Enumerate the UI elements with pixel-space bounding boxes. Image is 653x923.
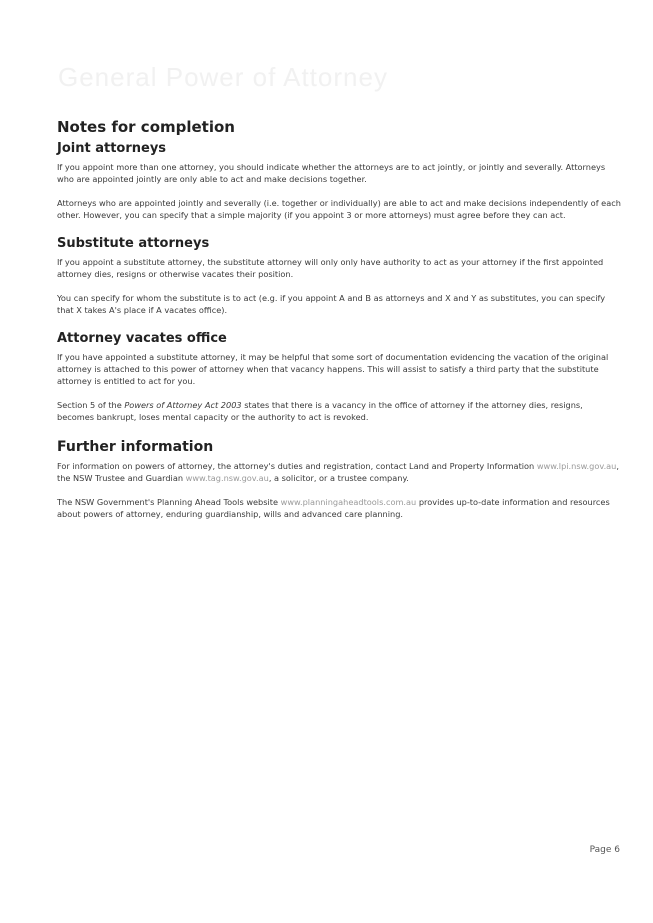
- section-5-text: Section 5 of the: [57, 400, 125, 410]
- trustee-guardian-text: , the NSW Trustee and Guardian: [57, 461, 619, 483]
- lpi-website-link[interactable]: www.lpi.nsw.gov.au: [536, 461, 617, 471]
- joint-attorneys-paragraph-1: If you appoint more than one attorney, you should indicate whether the attorneys are to act jointly, or jointly and severally. Attorneys who are appointed jointly are only able to act and make decisions together.: [57, 162, 606, 184]
- page-number: Page 6: [589, 845, 620, 855]
- section-joint-attorneys: [57, 141, 622, 221]
- further-information-paragraph-2: [57, 496, 622, 520]
- further-information-paragraph-1: [57, 460, 622, 484]
- substitute-attorneys-heading: Substitute attorneys: [57, 236, 210, 251]
- planning-ahead-text: The NSW Government's Planning Ahead Tools website: [57, 497, 281, 507]
- substitute-attorneys-paragraph-2: You can specify for whom the substitute is to act (e.g. if you appoint A and B as attorneys and X and Y as substitutes, you can specify that X takes A's place if A vacates office).: [57, 293, 606, 315]
- section-further-information: [57, 439, 622, 520]
- joint-attorneys-paragraph-2: Attorneys who are appointed jointly and severally (i.e. together or individually) are able to act and make decisions independently of each other. However, you can specify that a simple majority (if you appoint 3 or more attorneys) must agree before they can act.: [57, 198, 621, 220]
- planning-resources-text: provides up-to-date information and resources about powers of attorney, enduring guardianship, wills and advanced care planning.: [57, 497, 610, 519]
- act-title: Powers of Attorney Act 2003: [124, 400, 242, 410]
- notes-content: [57, 118, 622, 520]
- attorney-vacates-office-paragraph-1: If you have appointed a substitute attorney, it may be helpful that some sort of documentation evidencing the vacation of the original attorney is attached to this power of attorney when that vacancy happens. This will assist to satisfy a third party that the substitute attorney is entitled to act for you.: [57, 352, 609, 386]
- planning-ahead-website-link[interactable]: www.planningaheadtools.com.au: [280, 497, 417, 507]
- section-substitute-attorneys: [57, 236, 622, 316]
- further-information-heading: Further information: [57, 439, 214, 455]
- joint-attorneys-heading: Joint attorneys: [57, 141, 167, 156]
- tag-website-link[interactable]: www.tag.nsw.gov.au: [185, 473, 269, 483]
- contact-lpi-text: For information on powers of attorney, the attorney's duties and registration, contact Land and Property Information: [57, 461, 537, 471]
- attorney-vacates-office-paragraph-2: [57, 399, 622, 423]
- solicitor-trustee-text: , a solicitor, or a trustee company.: [268, 473, 409, 483]
- notes-heading: Notes for completion: [57, 118, 235, 136]
- form-title-watermark: General Power of Attorney: [58, 62, 388, 92]
- substitute-attorneys-paragraph-1: If you appoint a substitute attorney, the substitute attorney will only only have authority to act as your attorney if the first appointed attorney dies, resigns or otherwise vacates their position.: [57, 257, 604, 279]
- attorney-vacates-office-heading: Attorney vacates office: [57, 331, 227, 346]
- vacancy-conditions-text: states that there is a vacancy in the office of attorney if the attorney dies, resigns, becomes bankrupt, loses mental capacity or the authority to act is revoked.: [57, 400, 583, 422]
- section-attorney-vacates-office: [57, 331, 622, 423]
